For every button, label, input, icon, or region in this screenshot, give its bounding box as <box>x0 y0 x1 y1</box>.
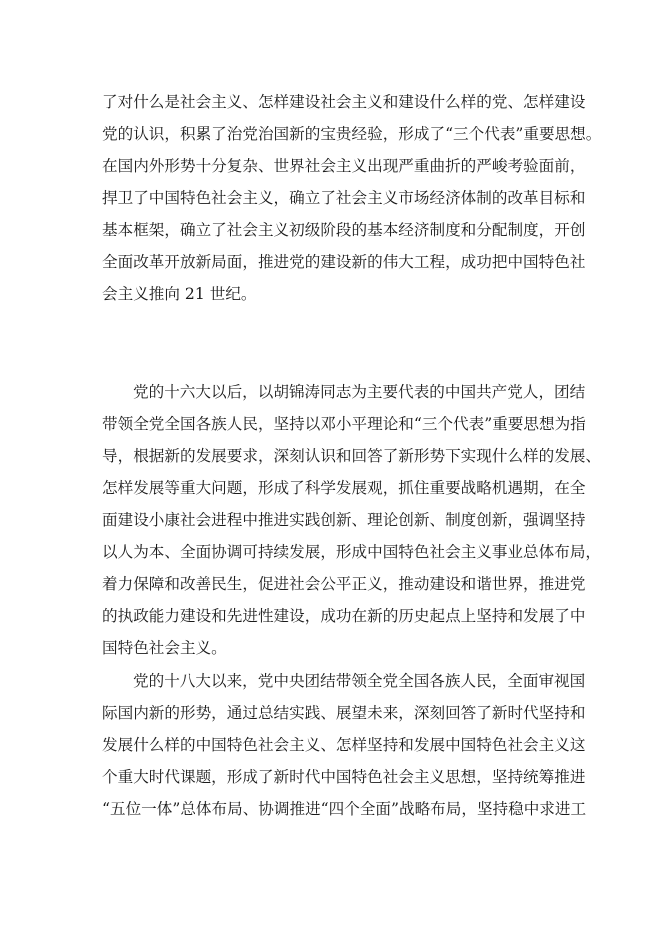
text-line: 会主义推向 21 世纪。 <box>102 285 257 303</box>
text-line: 在国内外形势十分复杂、世界社会主义出现严重曲折的严峻考验面前， <box>102 157 586 175</box>
paragraph-3 <box>102 665 587 825</box>
text-line: 个重大时代课题，形成了新时代中国特色社会主义思想，坚持统筹推进 <box>102 768 586 786</box>
text-line: 面建设小康社会进程中推进实践创新、理论创新、制度创新，强调坚持 <box>102 511 586 529</box>
text-line: 全面改革开放新局面，推进党的建设新的伟大工程，成功把中国特色社 <box>102 253 586 271</box>
text-line: 党的认识，积累了治党治国新的宝贵经验，形成了“三个代表”重要思想。 <box>102 125 602 143</box>
text-line: 着力保障和改善民生，促进社会公平正义，推动建设和谐世界，推进党 <box>102 575 586 593</box>
text-line: 以人为本、全面协调可持续发展，形成中国特色社会主义事业总体布局， <box>102 543 602 561</box>
text-line: 带领全党全国各族人民，坚持以邓小平理论和“三个代表”重要思想为指 <box>102 415 586 433</box>
text-line: 导，根据新的发展要求，深刻认识和回答了新形势下实现什么样的发展、 <box>102 447 602 465</box>
text-line: 的执政能力建设和先进性建设，成功在新的历史起点上坚持和发展了中 <box>102 607 586 625</box>
text-line: 捍卫了中国特色社会主义，确立了社会主义市场经济体制的改革目标和 <box>102 189 586 207</box>
text-line: 发展什么样的中国特色社会主义、怎样坚持和发展中国特色社会主义这 <box>102 736 586 754</box>
text-line: 基本框架，确立了社会主义初级阶段的基本经济制度和分配制度，开创 <box>102 221 586 239</box>
text-line: 党的十六大以后，以胡锦涛同志为主要代表的中国共产党人，团结 <box>133 383 586 401</box>
paragraph-1 <box>102 86 602 310</box>
paragraph-2 <box>102 376 602 664</box>
text-line: 怎样发展等重大问题，形成了科学发展观，抓住重要战略机遇期，在全 <box>102 479 586 497</box>
text-line: 了对什么是社会主义、怎样建设社会主义和建设什么样的党、怎样建设 <box>102 93 586 111</box>
text-line: 党的十八大以来，党中央团结带领全党全国各族人民，全面审视国 <box>133 672 586 690</box>
text-line: 国特色社会主义。 <box>102 639 227 657</box>
text-line: “五位一体”总体布局、协调推进“四个全面”战略布局，坚持稳中求进工 <box>102 800 587 818</box>
text-line: 际国内新的形势，通过总结实践、展望未来，深刻回答了新时代坚持和 <box>102 704 586 722</box>
